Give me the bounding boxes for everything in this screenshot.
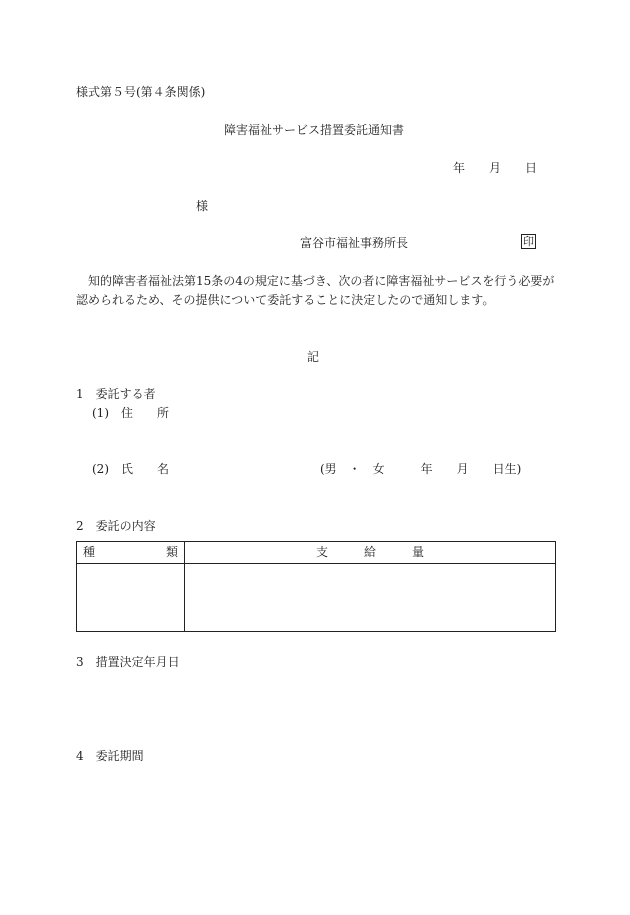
seal-mark: 印: [523, 235, 534, 248]
name-label: (2) 氏 名: [92, 462, 169, 476]
sex-birthdate: (男 ・ 女 年 月 日生): [320, 462, 522, 476]
sender-name: 富谷市福祉事務所長: [300, 236, 409, 250]
section3-heading: 3 措置決定年月日: [76, 655, 180, 669]
cell-type: [77, 564, 185, 632]
header-type: [77, 542, 185, 564]
form-number: 様式第５号(第４条関係): [76, 85, 206, 99]
section2-heading: 2 委託の内容: [76, 519, 156, 533]
header-amount: 支 給 量: [185, 542, 556, 564]
table-header-row: [77, 542, 556, 564]
body-text-line-1: 知的障害者福祉法第15条の4の規定に基づき、次の者に障害福祉サービスを行う必要が: [76, 274, 555, 288]
header-type-right: 類: [165, 545, 178, 559]
header-type-left: 種: [83, 545, 96, 559]
table-row: [77, 564, 556, 632]
date-line: 年 月 日: [453, 161, 538, 175]
cell-amount: [185, 564, 556, 632]
section4-heading: 4 委託期間: [76, 749, 144, 763]
addressee-suffix: 様: [196, 199, 209, 213]
section1-heading: 1 委託する者: [76, 387, 156, 401]
address-label: (1) 住 所: [92, 406, 169, 420]
document-title: 障害福祉サービス措置委託通知書: [224, 123, 405, 137]
content-table: [76, 541, 556, 632]
body-text-line-2: 認められるため、その提供について委託することに決定したので通知します。: [76, 293, 495, 307]
ki-heading: 記: [307, 350, 320, 364]
